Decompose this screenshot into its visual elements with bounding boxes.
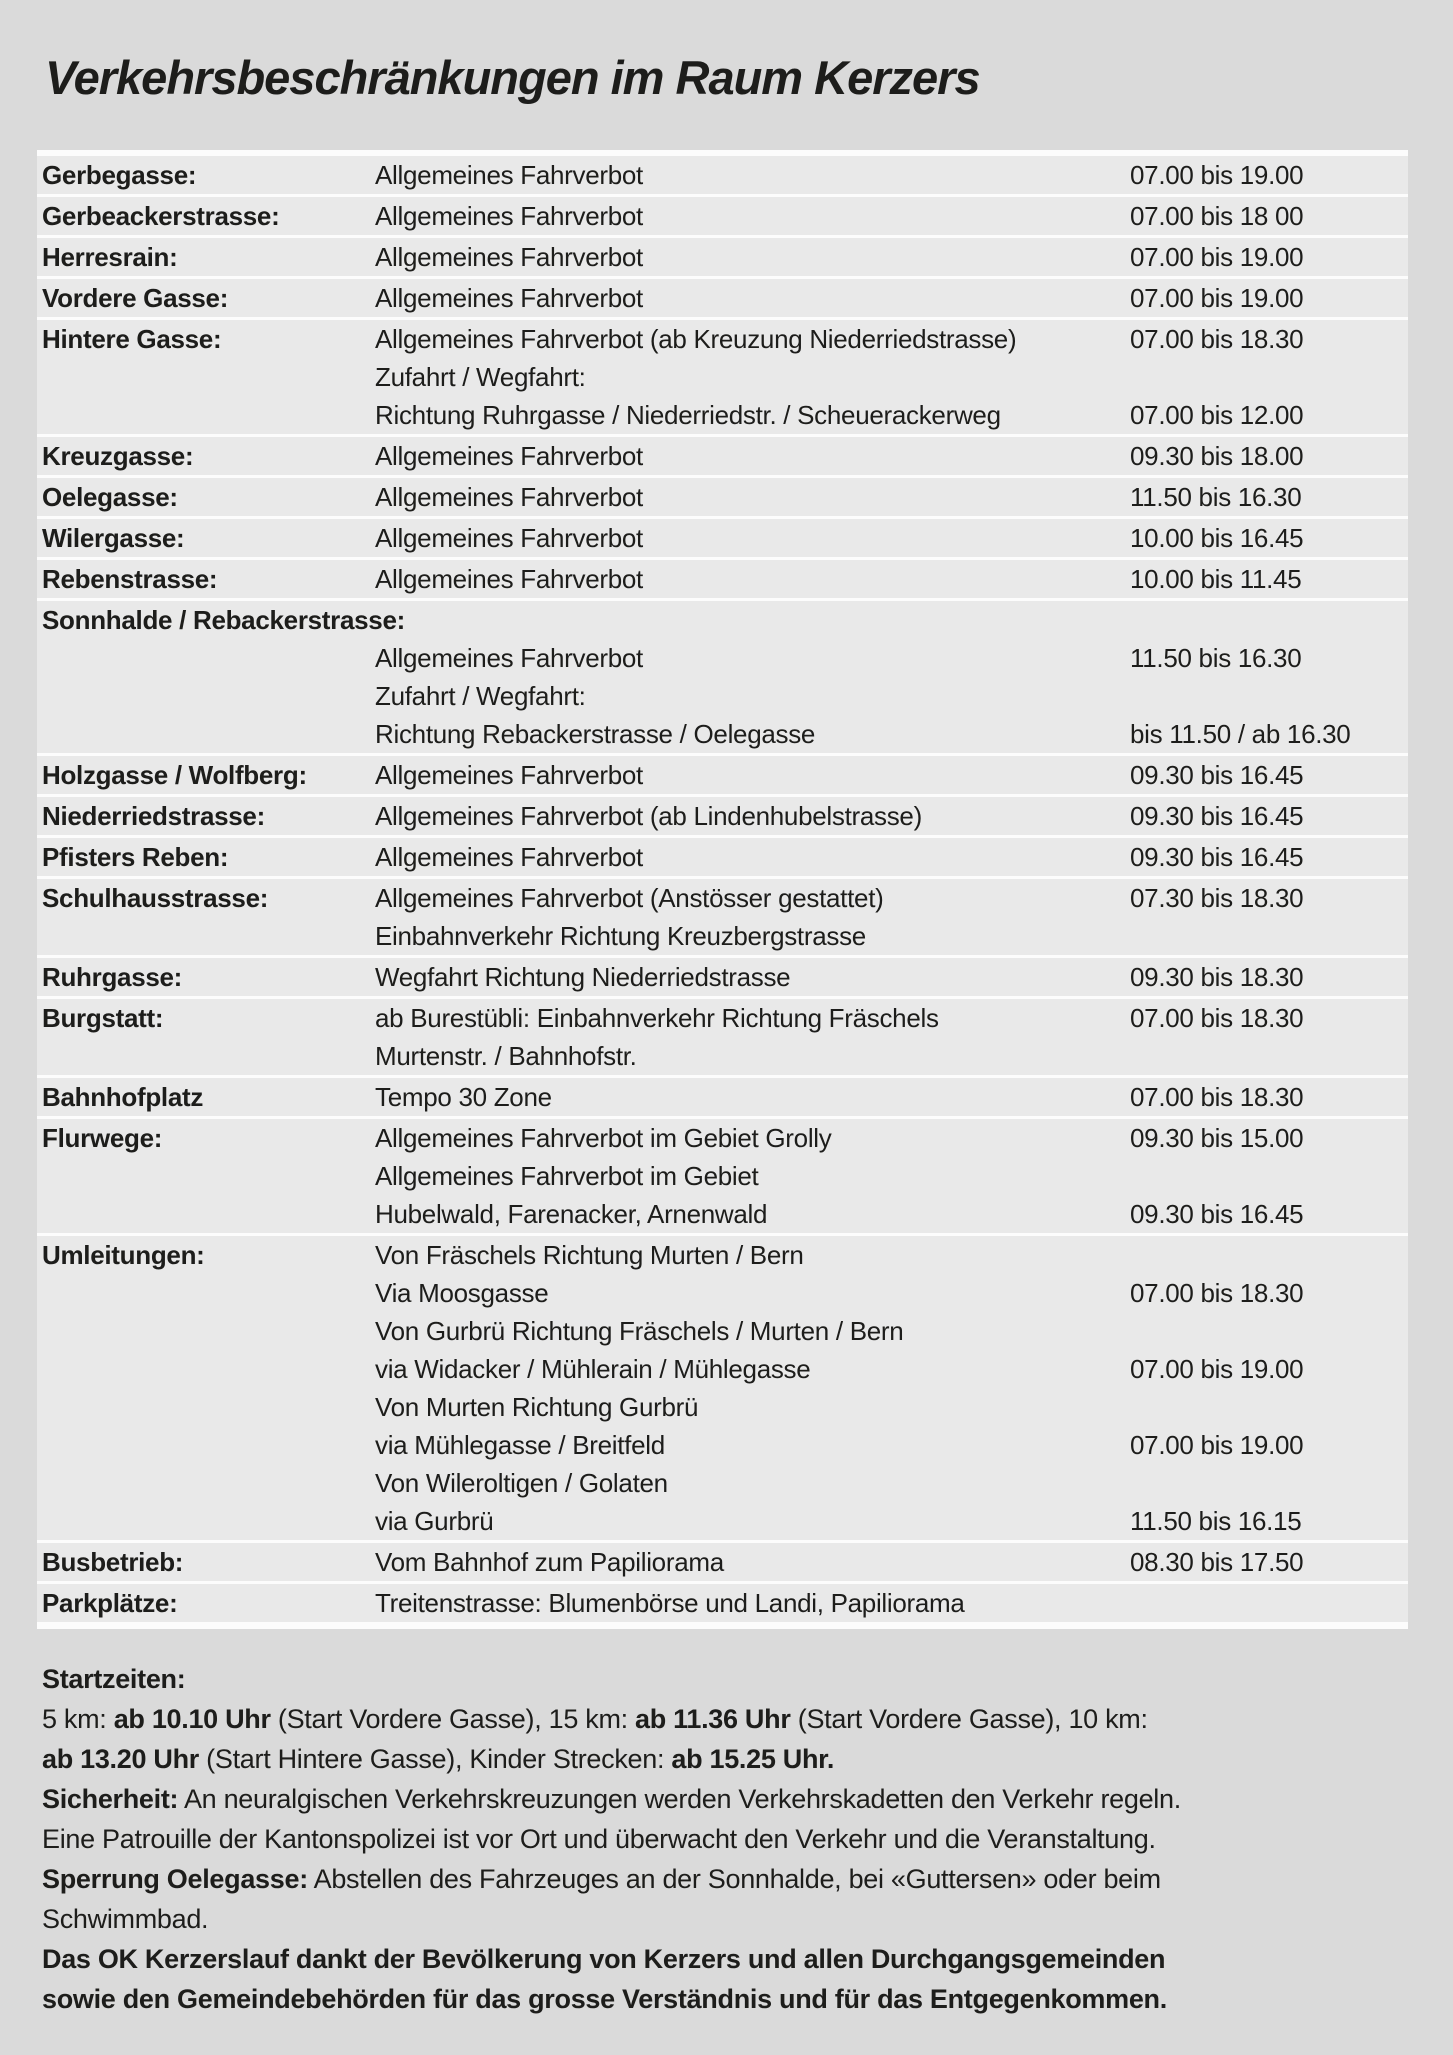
table-row	[37, 279, 1408, 317]
restriction-text: Treitenstrasse: Blumenbörse und Landi, Papiliorama	[375, 1587, 965, 1618]
restriction-text: Allgemeines Fahrverbot (ab Lindenhubelstrasse)	[375, 800, 922, 831]
table-row-line	[37, 238, 1408, 276]
time-range: 09.30 bis 16.45	[1130, 841, 1304, 872]
restriction-text: Vom Bahnhof zum Papiliorama	[375, 1546, 724, 1577]
time-range: 07.00 bis 18.30	[1130, 323, 1304, 354]
table-row-line	[37, 320, 1408, 358]
street-name: Bahnhofplatz	[42, 1081, 204, 1112]
page-title: Verkehrsbeschränkungen im Raum Kerzers	[45, 51, 980, 104]
table-row	[37, 238, 1408, 276]
table-row	[37, 519, 1408, 557]
time-range: 07.00 bis 19.00	[1130, 159, 1304, 190]
restriction-text: Allgemeines Fahrverbot	[375, 241, 643, 272]
time-range: 07.00 bis 18 00	[1130, 200, 1304, 231]
table-row-line	[37, 519, 1408, 557]
restriction-text: Allgemeines Fahrverbot im Gebiet	[375, 1160, 759, 1191]
time-range: 11.50 bis 16.15	[1130, 1505, 1302, 1536]
table-row-line	[37, 639, 1408, 677]
street-name: Kreuzgasse:	[42, 440, 194, 471]
restriction-text: Hubelwald, Farenacker, Arnenwald	[375, 1198, 768, 1229]
time-range: bis 11.50 / ab 16.30	[1130, 718, 1351, 749]
footer-notes	[37, 1659, 1420, 2019]
table-row-line	[37, 999, 1408, 1037]
table-row-line	[37, 197, 1408, 235]
restriction-text: Allgemeines Fahrverbot	[375, 282, 643, 313]
time-range: 09.30 bis 16.45	[1130, 1198, 1304, 1229]
sicherheit-text-line1: An neuralgischen Verkehrskreuzungen werden Verkehrskadetten den Verkehr regeln.	[178, 1784, 1181, 1814]
restriction-text: Zufahrt / Wegfahrt:	[375, 361, 586, 392]
table-row-line	[37, 1350, 1408, 1388]
restriction-text: Einbahnverkehr Richtung Kreuzbergstrasse	[375, 920, 866, 951]
table-row	[37, 1236, 1408, 1540]
startzeiten-time-10km: ab 13.20 Uhr	[42, 1744, 199, 1774]
table-row-line	[37, 1078, 1408, 1116]
table-row-line	[37, 1464, 1408, 1502]
time-range: 10.00 bis 11.45	[1130, 563, 1302, 594]
startzeiten-time-5km: ab 10.10 Uhr	[113, 1704, 271, 1734]
table-row	[37, 478, 1408, 516]
restriction-text: Tempo 30 Zone	[375, 1081, 552, 1112]
dank-text-line1: Das OK Kerzerslauf dankt der Bevölkerung von Kerzers und allen Durchgangsgemeinden	[42, 1944, 1166, 1974]
restriction-text: Allgemeines Fahrverbot	[375, 481, 643, 512]
table-row-line	[37, 917, 1408, 955]
restriction-text: Allgemeines Fahrverbot	[375, 522, 643, 553]
startzeiten-time-15km: ab 11.36 Uhr	[635, 1704, 791, 1734]
restriction-text: Allgemeines Fahrverbot (Anstösser gestattet)	[375, 882, 884, 913]
table-row-line	[37, 838, 1408, 876]
restriction-text: Allgemeines Fahrverbot	[375, 440, 643, 471]
street-name: Gerbeackerstrasse:	[42, 200, 280, 231]
table-row-line	[37, 437, 1408, 475]
street-name: Schulhausstrasse:	[42, 882, 269, 913]
restriction-text: Allgemeines Fahrverbot	[375, 841, 643, 872]
street-name: Pfisters Reben:	[42, 841, 229, 872]
time-range: 09.30 bis 16.45	[1130, 759, 1304, 790]
restriction-text: via Gurbrü	[375, 1505, 494, 1536]
startzeiten-time-kinder: ab 15.25 Uhr.	[671, 1744, 835, 1774]
restriction-text: Zufahrt / Wegfahrt:	[375, 680, 586, 711]
table-row	[37, 1119, 1408, 1233]
time-range: 11.50 bis 16.30	[1130, 642, 1302, 673]
sicherheit-label: Sicherheit:	[42, 1784, 179, 1814]
time-range: 09.30 bis 18.30	[1130, 961, 1304, 992]
time-range: 07.00 bis 12.00	[1130, 399, 1304, 430]
dank-note	[42, 1939, 1420, 2019]
street-name: Ruhrgasse:	[42, 961, 183, 992]
table-row-line	[37, 279, 1408, 317]
table-row-line	[37, 156, 1408, 194]
time-range: 07.00 bis 19.00	[1130, 1353, 1304, 1384]
restriction-text: Wegfahrt Richtung Niederriedstrasse	[375, 961, 791, 992]
table-row-line	[37, 797, 1408, 835]
table-row-line	[37, 478, 1408, 516]
table-row-line	[37, 1502, 1408, 1540]
time-range: 07.00 bis 18.30	[1130, 1081, 1304, 1112]
startzeiten-label: Startzeiten:	[42, 1664, 186, 1694]
table-row-line	[37, 358, 1408, 396]
time-range: 07.00 bis 19.00	[1130, 282, 1304, 313]
restriction-text: Allgemeines Fahrverbot	[375, 759, 643, 790]
table-row	[37, 838, 1408, 876]
table-row-line	[37, 601, 1408, 639]
restriction-text: Allgemeines Fahrverbot im Gebiet Grolly	[375, 1122, 832, 1153]
table-row-line	[37, 1157, 1408, 1195]
restrictions-table	[37, 150, 1408, 1629]
sperrung-label: Sperrung Oelegasse:	[42, 1864, 308, 1894]
street-name: Vordere Gasse:	[42, 282, 229, 313]
time-range: 07.00 bis 19.00	[1130, 1429, 1304, 1460]
street-name: Wilergasse:	[42, 522, 185, 553]
table-row-line	[37, 1312, 1408, 1350]
table-row	[37, 560, 1408, 598]
restriction-text: via Mühlegasse / Breitfeld	[375, 1429, 665, 1460]
street-name: Oelegasse:	[42, 481, 178, 512]
table-row-line	[37, 1584, 1408, 1622]
street-name: Niederriedstrasse:	[42, 800, 265, 831]
table-row-line	[37, 715, 1408, 753]
table-row	[37, 999, 1408, 1075]
time-range: 08.30 bis 17.50	[1130, 1546, 1304, 1577]
startzeiten-segment: (Start Hintere Gasse), Kinder Strecken:	[198, 1744, 672, 1774]
table-row-line	[37, 1388, 1408, 1426]
restriction-text: Allgemeines Fahrverbot	[375, 159, 643, 190]
street-name: Hintere Gasse:	[42, 323, 222, 354]
sperrung-note	[42, 1859, 1420, 1939]
table-row-line	[37, 756, 1408, 794]
table-row	[37, 197, 1408, 235]
sperrung-text-line2: Schwimmbad.	[42, 1904, 209, 1934]
restriction-text: Allgemeines Fahrverbot	[375, 200, 643, 231]
table-row-line	[37, 958, 1408, 996]
table-row-line	[37, 1426, 1408, 1464]
table-row	[37, 601, 1408, 753]
time-range: 07.00 bis 18.30	[1130, 1002, 1304, 1033]
startzeiten-text	[42, 1699, 1420, 1779]
time-range: 09.30 bis 16.45	[1130, 800, 1304, 831]
table-row	[37, 756, 1408, 794]
street-name: Flurwege:	[42, 1122, 163, 1153]
table-row	[37, 1543, 1408, 1581]
startzeiten-segment: 5 km:	[42, 1704, 114, 1734]
restriction-text: Via Moosgasse	[375, 1277, 549, 1308]
time-range: 09.30 bis 15.00	[1130, 1122, 1304, 1153]
table-row-line	[37, 1119, 1408, 1157]
time-range: 07.00 bis 19.00	[1130, 241, 1304, 272]
startzeiten-segment: (Start Vordere Gasse), 10 km:	[790, 1704, 1148, 1734]
restriction-text: Richtung Ruhrgasse / Niederriedstr. / Scheuerackerweg	[375, 399, 1001, 430]
street-name: Burgstatt:	[42, 1002, 164, 1033]
restriction-text: Richtung Rebackerstrasse / Oelegasse	[375, 718, 816, 749]
street-name: Gerbegasse:	[42, 159, 197, 190]
table-row	[37, 156, 1408, 194]
table-row-line	[37, 1037, 1408, 1075]
restriction-text: via Widacker / Mühlerain / Mühlegasse	[375, 1353, 811, 1384]
table-row	[37, 1078, 1408, 1116]
table-row	[37, 437, 1408, 475]
time-range: 10.00 bis 16.45	[1130, 522, 1304, 553]
restriction-text: Allgemeines Fahrverbot (ab Kreuzung Niederriedstrasse)	[375, 323, 1017, 354]
street-name: Busbetrieb:	[42, 1546, 184, 1577]
restriction-text: Von Wileroltigen / Golaten	[375, 1467, 668, 1498]
street-name: Holzgasse / Wolfberg:	[42, 759, 307, 790]
time-range: 11.50 bis 16.30	[1130, 481, 1302, 512]
table-row-line	[37, 1195, 1408, 1233]
table-row-line	[37, 1274, 1408, 1312]
table-row-line	[37, 396, 1408, 434]
restriction-text: Allgemeines Fahrverbot	[375, 642, 643, 673]
time-range: 09.30 bis 18.00	[1130, 440, 1304, 471]
restriction-text: Murtenstr. / Bahnhofstr.	[375, 1040, 637, 1071]
street-name: Rebenstrasse:	[42, 563, 218, 594]
restriction-text: Von Gurbrü Richtung Fräschels / Murten / Bern	[375, 1315, 904, 1346]
startzeiten-heading	[42, 1659, 1420, 1699]
table-row	[37, 797, 1408, 835]
table-row	[37, 320, 1408, 434]
time-range: 07.30 bis 18.30	[1130, 882, 1304, 913]
table-row	[37, 1584, 1408, 1622]
table-row-line	[37, 1543, 1408, 1581]
sperrung-text-line1: Abstellen des Fahrzeuges an der Sonnhalde, bei «Guttersen» oder beim	[307, 1864, 1161, 1894]
startzeiten-segment: (Start Vordere Gasse), 15 km:	[270, 1704, 636, 1734]
sicherheit-text-line2: Eine Patrouille der Kantonspolizei ist vor Ort und überwacht den Verkehr und die Veranstaltung.	[42, 1824, 1156, 1854]
street-name: Parkplätze:	[42, 1587, 178, 1618]
sicherheit-note	[42, 1779, 1420, 1859]
restriction-text: Allgemeines Fahrverbot	[375, 563, 643, 594]
table-row-line	[37, 1236, 1408, 1274]
table-row	[37, 958, 1408, 996]
restriction-text: Von Fräschels Richtung Murten / Bern	[375, 1239, 804, 1270]
table-row-line	[37, 677, 1408, 715]
dank-text-line2: sowie den Gemeindebehörden für das grosse Verständnis und für das Entgegenkommen.	[42, 1984, 1167, 2014]
restriction-text: Von Murten Richtung Gurbrü	[375, 1391, 699, 1422]
table-row-line	[37, 879, 1408, 917]
table-row-line	[37, 560, 1408, 598]
street-name: Herresrain:	[42, 241, 178, 272]
street-name: Sonnhalde / Rebackerstrasse:	[42, 604, 405, 635]
street-name: Umleitungen:	[42, 1239, 205, 1270]
restriction-text: ab Burestübli: Einbahnverkehr Richtung Fräschels	[375, 1002, 939, 1033]
table-row	[37, 879, 1408, 955]
time-range: 07.00 bis 18.30	[1130, 1277, 1304, 1308]
